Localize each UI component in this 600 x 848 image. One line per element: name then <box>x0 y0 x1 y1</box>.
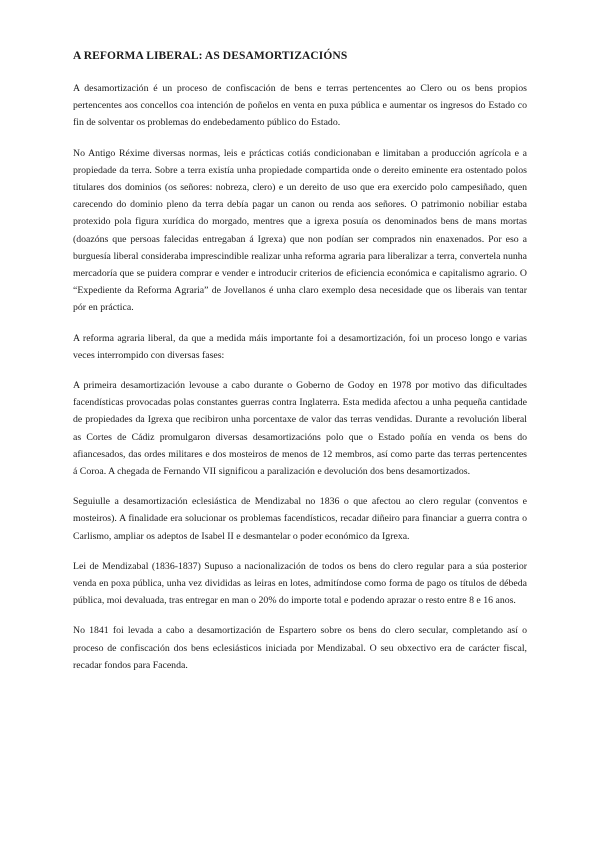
paragraph-mendizabal: Seguiulle a desamortización eclesiástica de Mendizabal no 1836 o que afectou ao clero regular (conventos e mosteiros). A finalidade era solucionar os problemas facendísticos, recadar diñeiro para financiar a guerra contra o Carlismo, ampliar os adeptos de Isabel II e desmantelar o poder económico da Igrexa. <box>73 496 527 542</box>
paragraph-definition: A desamortización é un proceso de confiscación de bens e terras pertencentes ao Clero ou os bens propios pertencentes aos concellos coa intención de poñelos en venta en puxa pública e aumentar os ingresos do Estado co fin de solventar os problemas do endebedamento público do Estado. <box>73 83 527 129</box>
paragraph-antigo-rexime: No Antigo Réxime diversas normas, leis e prácticas cotiás condicionaban e limitaban a producción agrícola e a propiedade da terra. Sobre a terra existía unha propiedade compartida onde o dereito eminente era ostentado polos titulares dos dominios (os señores: nobreza, clero) e un dereito de uso que era exercido polo campesiñado, quen carecendo do dominio pleno da terra debía pagar un canon ou renda aos señores. O patrimonio nobiliar estaba protexido pola figura xurídica do morgado, mentres que a igrexa posuía os denominados bens de mans mortas (doazóns que persoas falecidas entregaban á Igrexa) que non podían ser comprados nin enaxenados. Por eso a burguesía liberal consideraba imprescindible realizar unha reforma agraria para liberalizar a terra, convertela nunha mercadoría que se puidera comprar e vender e introducir criterios de eficiencia económica e capitalismo agrario. O “Expediente da Reforma Agraria” de Jovellanos é unha claro exemplo desa necesidade que os liberais van tentar pór en práctica. <box>73 147 527 314</box>
paragraph-espartero: No 1841 foi levada a cabo a desamortización de Espartero sobre os bens do clero secular, completando así o proceso de confiscación dos bens eclesiásticos iniciada por Mendizabal. O seu obxectivo era de carácter fiscal, recadar fondos para Facenda. <box>73 625 527 671</box>
paragraph-lei-mendizabal: Lei de Mendizabal (1836-1837) Supuso a nacionalización de todos os bens do clero regular para a súa posterior venda en poxa pública, unha vez divididas as leiras en lotes, admitíndose como forma de pago os títulos de débeda pública, moi devaluada, tras entregar en man o 20% do importe total e podendo aprazar o resto entre 8 e 16 anos. <box>73 560 527 607</box>
document-title: A REFORMA LIBERAL: AS DESAMORTIZACIÓNS <box>73 50 348 62</box>
paragraph-reforma-agraria: A reforma agraria liberal, da que a medida máis importante foi a desamortización, foi un proceso longo e varias veces interrompido con diversas fases: <box>73 332 527 361</box>
paragraph-primeira-desamortizacion: A primeira desamortización levouse a cabo durante o Goberno de Godoy en 1978 por motivo das dificultades facendísticas provocadas polas constantes guerras contra Inglaterra. Esta medida afectou a unha pequeña cantidade de propiedades da Igrexa que recibiron unha porcentaxe de valor das terras vendidas. Durante a revolución liberal as Cortes de Cádiz promulgaron diversas desamortizacións polo que o Estado poñía en venda os bens do afiancesados, das ordes militares e dos mosteiros de menos de 12 membros, así como parte das terras pertencentes á Coroa. A chegada de Fernando VII significou a paralización e devolución dos bens desamortizados. <box>73 380 527 478</box>
